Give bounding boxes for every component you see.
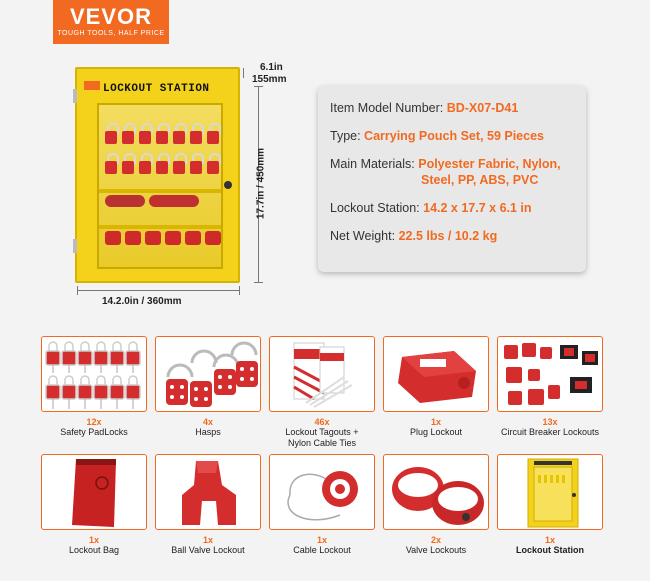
- specifications-panel: [318, 86, 586, 272]
- item-qty: 1x: [316, 535, 327, 545]
- item-qty: 2x: [430, 535, 441, 545]
- cabinet-shelf: [99, 225, 221, 229]
- valve-lockouts-image: [383, 454, 489, 530]
- item-name: Valve Lockouts: [405, 545, 467, 555]
- spec-model: Item Model Number: BD-X07-D41: [330, 101, 519, 115]
- item-hasps: [155, 336, 261, 438]
- circuit-breaker-image: [497, 336, 603, 412]
- item-qty: 12x: [86, 417, 102, 427]
- hasps-image: [155, 336, 261, 412]
- item-name: Cable Lockout: [293, 545, 351, 555]
- cabinet-title: LOCKOUT STATION: [103, 83, 210, 95]
- cabinet-shelf: [99, 189, 221, 193]
- tagouts-image: [269, 336, 375, 412]
- lock-icon: [224, 181, 232, 189]
- bag-icon: [42, 455, 147, 530]
- item-valve-lockouts: [383, 454, 489, 556]
- tag-icon: [270, 337, 375, 412]
- item-name: Safety PadLocks: [60, 427, 128, 437]
- padlock-row: [105, 123, 219, 145]
- item-name: Hasps: [195, 427, 221, 437]
- circuit-breaker-icon: [498, 337, 603, 412]
- hinge-icon: [73, 89, 77, 103]
- item-name-line2: Nylon Cable Ties: [287, 438, 357, 448]
- lockout-items: [105, 231, 221, 245]
- item-qty: 1x: [544, 535, 555, 545]
- padlocks-icon: [42, 337, 147, 412]
- item-name: Plug Lockout: [409, 427, 463, 437]
- item-lockout-station: [497, 454, 603, 556]
- plug-lockout-icon: [384, 337, 489, 412]
- item-circuit-breaker-lockouts: [497, 336, 603, 438]
- cabinet-window: [97, 103, 223, 269]
- item-qty: 46x: [314, 417, 330, 427]
- item-plug-lockout: [383, 336, 489, 438]
- item-name: Ball Valve Lockout: [171, 545, 245, 555]
- spec-station: Lockout Station: 14.2 x 17.7 x 6.1 in: [330, 201, 532, 215]
- cable-lockout-image: [269, 454, 375, 530]
- spec-materials: Main Materials: Polyester Fabric, Nylon, Steel, PP, ABS, PVC: [330, 157, 561, 187]
- brand-name: VEVOR: [69, 4, 153, 29]
- item-name: Circuit Breaker Lockouts: [500, 427, 600, 437]
- height-label: 17.7in / 450mm: [255, 147, 267, 220]
- cabinet-logo-icon: [84, 81, 100, 90]
- item-qty: 1x: [430, 417, 441, 427]
- hasp-icon: [156, 337, 261, 412]
- item-name: Lockout Tagouts +: [285, 427, 359, 437]
- item-cable-lockout: [269, 454, 375, 556]
- item-qty: 4x: [202, 417, 213, 427]
- spec-type: Type: Carrying Pouch Set, 59 Pieces: [330, 129, 544, 143]
- depth-in-label: 6.1in: [260, 62, 283, 73]
- cable-items: [105, 195, 199, 207]
- spec-weight: Net Weight: 22.5 lbs / 10.2 kg: [330, 229, 498, 243]
- item-qty: 13x: [542, 417, 558, 427]
- tag-row: [105, 153, 219, 175]
- lockout-bag-image: [41, 454, 147, 530]
- valve-lockout-icon: [384, 455, 489, 530]
- item-lockout-bag: [41, 454, 147, 556]
- cable-lockout-icon: [270, 455, 375, 530]
- lockout-station-icon: [498, 455, 603, 530]
- item-lockout-tagouts: [269, 336, 375, 449]
- item-safety-padlocks: [41, 336, 147, 438]
- hinge-icon: [73, 239, 77, 253]
- item-ball-valve-lockout: [155, 454, 261, 556]
- plug-lockout-image: [383, 336, 489, 412]
- item-qty: 1x: [202, 535, 213, 545]
- item-qty: 1x: [88, 535, 99, 545]
- item-name: Lockout Station: [516, 545, 584, 555]
- depth-mm-label: 155mm: [252, 74, 287, 85]
- brand-tagline: TOUGH TOOLS, HALF PRICE: [57, 30, 165, 37]
- padlocks-image: [41, 336, 147, 412]
- lockout-station-cabinet: [75, 67, 240, 283]
- item-name: Lockout Bag: [68, 545, 120, 555]
- ball-valve-icon: [156, 455, 261, 530]
- lockout-station-image: [497, 454, 603, 530]
- ball-valve-image: [155, 454, 261, 530]
- width-label: 14.2.0in / 360mm: [102, 296, 182, 307]
- vevor-logo: [53, 0, 169, 44]
